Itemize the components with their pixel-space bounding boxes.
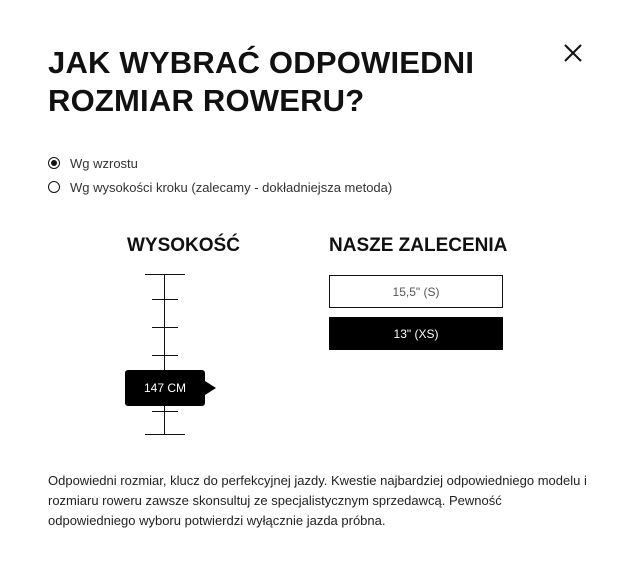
recommendations-heading: NASZE ZALECENIA bbox=[329, 235, 508, 256]
scale-tick bbox=[152, 355, 178, 356]
modal-title bbox=[48, 44, 474, 120]
scale-tick bbox=[152, 411, 178, 412]
scale-tick bbox=[152, 299, 178, 300]
radio-option-inseam[interactable] bbox=[48, 175, 392, 199]
size-option-label: 15,5" (S) bbox=[392, 284, 440, 299]
scale-tick-bottom bbox=[145, 434, 185, 435]
radio-button-unchecked[interactable] bbox=[48, 181, 60, 193]
height-value: 147 CM bbox=[143, 381, 187, 395]
close-icon bbox=[560, 40, 586, 66]
close-button[interactable] bbox=[560, 40, 586, 66]
scale-tick-top bbox=[145, 274, 185, 275]
size-option-xs-selected[interactable] bbox=[329, 317, 503, 350]
pointer-arrow-icon bbox=[205, 381, 216, 395]
height-scale[interactable] bbox=[145, 274, 185, 435]
size-option-s[interactable] bbox=[329, 275, 503, 308]
radio-button-checked[interactable] bbox=[48, 157, 60, 169]
footer-description: Odpowiedni rozmiar, klucz do perfekcyjnej jazdy. Kwestie najbardziej odpowiedniego modelu i rozmiaru roweru zawsze skonsultuj ze specjalistycznym sprzedawcą. Pewność odpowiedniego wyboru potwierdzi wyłącznie jazda próbna. bbox=[48, 473, 587, 528]
radio-label-inseam: Wg wysokości kroku (zalecamy - dokładniejsza metoda) bbox=[70, 179, 393, 195]
scale-tick bbox=[152, 327, 178, 328]
height-slider-handle[interactable] bbox=[125, 370, 205, 406]
modal-title-line-2: ROZMIAR ROWERU? bbox=[48, 83, 365, 118]
size-option-label: 13" (XS) bbox=[393, 326, 439, 341]
sizing-method-radio-group bbox=[48, 151, 392, 199]
radio-label-height: Wg wzrostu bbox=[70, 155, 138, 171]
modal-title-line-1: JAK WYBRAĆ ODPOWIEDNI bbox=[48, 45, 475, 80]
height-heading: WYSOKOŚĆ bbox=[127, 235, 240, 256]
radio-option-height[interactable] bbox=[48, 151, 392, 175]
